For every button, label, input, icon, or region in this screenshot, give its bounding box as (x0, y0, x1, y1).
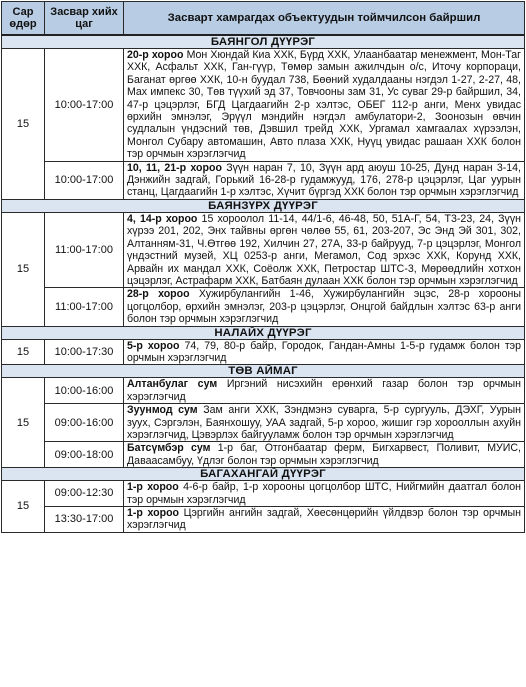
table-row (2, 378, 525, 404)
location-cell (124, 49, 525, 162)
location-cell (124, 404, 525, 442)
district-row (2, 326, 525, 339)
day-cell: 15 (2, 378, 45, 468)
location-text: Хужирбулангийн 1-46, Хужирбулангийн эцэс, 28-р хорооны цогцолбор, өрхийн эмнэлэг, 203-р цэцэрлэг, Онцгой байдлын хэлтэс 63-р анги болон тэр орчмын хэрэглэгчид (127, 288, 521, 326)
location-text: Иргэний нисэхийн ерөнхий газар болон тэр орчмын хэрэглэгчид (127, 378, 521, 403)
district-row (2, 35, 525, 49)
area-name: 4, 14-р хороо (127, 212, 198, 225)
location-cell (124, 339, 525, 365)
table-row (2, 507, 525, 533)
area-name: Батсүмбэр сум (127, 442, 211, 455)
area-name: 20-р хороо (127, 49, 184, 61)
location-cell (124, 212, 525, 287)
time-cell: 11:00-17:00 (45, 288, 124, 326)
day-cell: 15 (2, 339, 45, 365)
location-text: Мон Хюндай Киа ХХК, Бүрд ХХК, Улаанбаатар менежмент, Мон-Таг ХХК, Асфальт ХХК, Ган-гүүр, Төмөр замын ажилчдын о/с, Иточу корпораци, Баганат өргөө ХХК, 10-н буудал 738, Бөөний худалдааны нэгдэл 1-27, 2-27, 48, Max импекс 30, Төв түүхий эд 37, Товчооны зам 31, Ус суваг 29-р байршил, 34, 47-р цэцэрлэг, БГД Цагдаагийн 2-р хэлтэс, ОБЕГ 112-р анги, Менх увидас өрхийн эмнэлэг, Эрүүл мэндийн нэгдэл амбулатори-2, Зоонозын өвчин судлалын үндэсний төв, Дэвшил трейд ХХК, Ургамал хамгаалах хүрээлэн, Монгол Субару автомашин, Авто плаза ХХК, Нуүц увидас рашаан ХХК болон тэр орчмын хэрэглэгчид (127, 49, 521, 161)
day-cell: 15 (2, 49, 45, 200)
table-row (2, 339, 525, 365)
location-cell (124, 161, 525, 199)
district-row (2, 365, 525, 378)
time-cell: 09:00-12:30 (45, 481, 124, 507)
section-bagakhangai (2, 468, 525, 533)
time-cell: 10:00-17:00 (45, 161, 124, 199)
location-text: Зүүн наран 7, 10, Зүүн ард аюуш 10-25, Дунд наран 3-14, Дэнжийн задгай, Горький 16-28-р гудамжууд, 176, 278-р цэцэрлэг, Цаг уурын станц, Цагдаагийн 1-р хэлтэс, Хүчит бүргэд ХХК болон тэр орчмын хэрэглэгчид (127, 161, 521, 199)
area-name: 1-р хороо (127, 481, 179, 494)
table-row (2, 481, 525, 507)
district-name: ТӨВ АЙМАГ (2, 365, 525, 378)
time-cell: 10:00-16:00 (45, 378, 124, 404)
table-row (2, 288, 525, 326)
day-cell: 15 (2, 212, 45, 326)
location-text: Цэргийн ангийн задгай, Хөесөнцөрийн үйлдвэр болон тэр орчмын хэрэглэгчид (127, 507, 521, 532)
day-cell: 15 (2, 481, 45, 533)
district-name: БАГАХАНГАЙ ДҮҮРЭГ (2, 468, 525, 481)
area-name: Алтанбулаг сум (127, 378, 218, 391)
location-cell (124, 481, 525, 507)
area-name: 28-р хороо (127, 288, 190, 301)
outage-schedule-table (1, 1, 525, 533)
location-text: 1-р баг, Отгонбаатар ферм, Бигхарвест, Поливит, МУИС, Даваасамбуу, Үдлэг болон тэр орчмын хэрэглэгчид (127, 442, 521, 467)
area-name: 5-р хороо (127, 339, 180, 352)
table-header-row (2, 2, 525, 36)
location-text: Зам анги ХХК, Зэндмэнэ суварга, 5-р сургууль, ДЭХГ, Уурын зуух, Сэргэлэн, Баянхошуу, УАА задгай, 5-р хороо, жишиг гэр хорооллын ахуйн хэрэглэгчид, Цэвэрлэх байгууламж болон тэр орчмын хэрэглэгчид (127, 404, 521, 441)
district-row (2, 199, 525, 212)
header-month: Сар өдөр (2, 2, 45, 36)
area-name: Зуунмод сум (127, 404, 198, 417)
table-row (2, 49, 525, 162)
area-name: 1-р хороо (127, 507, 180, 519)
section-bayanzurkh (2, 199, 525, 326)
section-tuv-aimag (2, 365, 525, 468)
location-cell (124, 378, 525, 404)
district-name: НАЛАЙХ ДҮҮРЭГ (2, 326, 525, 339)
time-cell: 11:00-17:00 (45, 212, 124, 287)
table-row (2, 161, 525, 199)
time-cell: 09:00-18:00 (45, 442, 124, 468)
location-text: 15 хороолол 11-14, 44/1-6, 46-48, 50, 51А-Г, 54, Т3-23, 24, Зүүн хүрээ 201, 202, Энх тайвны өргөн чөлөө 55, 61, 203-207, Эс Энд Эй 301, 302, Алтанням-31, Ч.Өтгөө 192, Хилчин 27, 27А, 33-р байрууд, 7-р цэцэрлэг, Монгол үндэстний музей, ХЦ 0253-р анги, Мегамол, Сод эрхэс ХХК, Корунд ХХК, Арвайн их мандал ХХК, Соёолж ХХК, Петростар ШТС-3, Мөрөөдлийн хотхон цэцэрлэг, Астрафарм ХХК, Батбаян дулаан ХХК болон тэр орчмын хэрэглэгчид (127, 212, 521, 287)
table-row (2, 442, 525, 468)
district-row (2, 468, 525, 481)
time-cell: 09:00-16:00 (45, 404, 124, 442)
district-name: БАЯНЗҮРХ ДҮҮРЭГ (2, 199, 525, 212)
header-locations: Засварт хамрагдах объектуудын тоймчилсон байршил (124, 2, 525, 36)
time-cell: 13:30-17:00 (45, 507, 124, 533)
time-cell: 10:00-17:00 (45, 49, 124, 162)
location-cell (124, 507, 525, 533)
location-text: 4-6-р байр, 1-р хорооны цогцолбор ШТС, Нийгмийн даатгал болон тэр орчмын хэрэглэгчид (127, 481, 521, 506)
section-bayangol (2, 35, 525, 199)
location-text: 74, 79, 80-р байр, Городок, Гандан-Амны 1-5-р гудамж болон тэр орчмын хэрэглэгчид (127, 339, 521, 364)
area-name: 10, 11, 21-р хороо (127, 161, 222, 174)
district-name: БАЯНГОЛ ДҮҮРЭГ (2, 35, 525, 49)
header-hours: Засвар хийх цаг (45, 2, 124, 36)
location-cell (124, 288, 525, 326)
table-row (2, 404, 525, 442)
table-row (2, 212, 525, 287)
location-cell (124, 442, 525, 468)
time-cell: 10:00-17:30 (45, 339, 124, 365)
section-nalaikh (2, 326, 525, 365)
